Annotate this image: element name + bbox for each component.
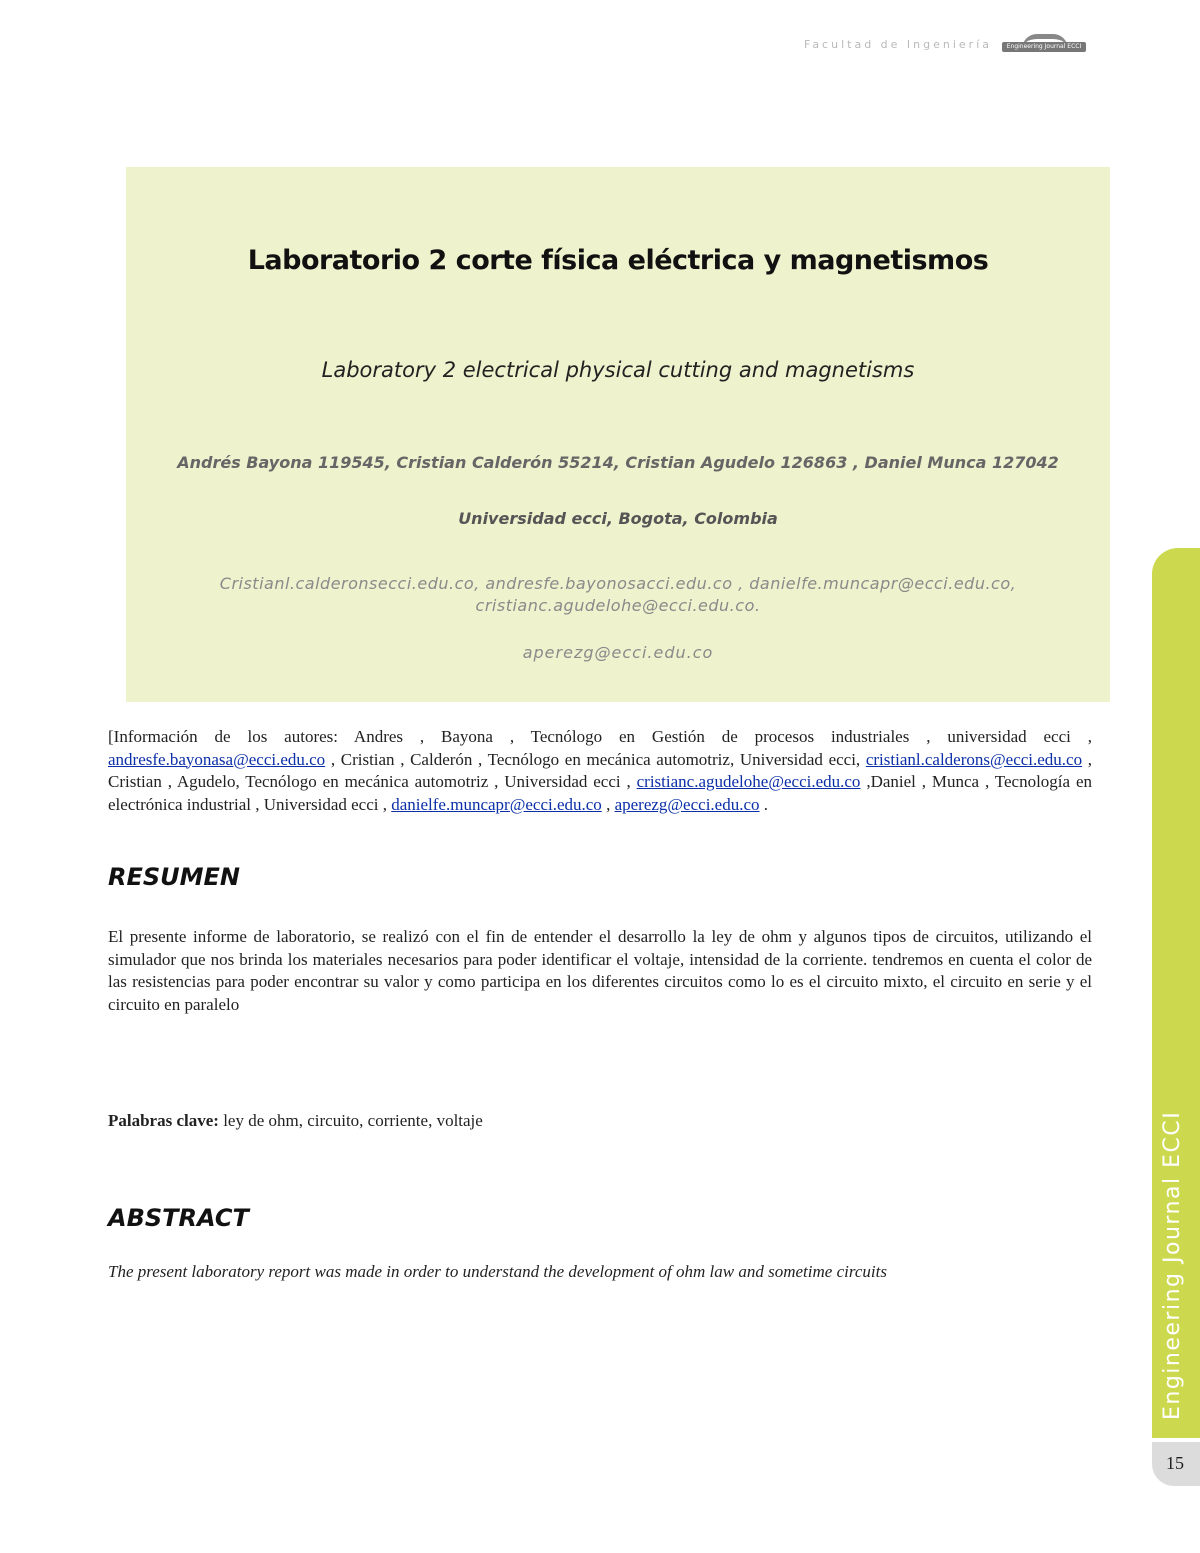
keywords-label: Palabras clave:	[108, 1111, 219, 1130]
abstract-body: The present laboratory report was made in order to understand the development of ohm law and sometime circuits	[108, 1262, 887, 1281]
author-info-text: , Cristian , Calderón , Tecnólogo en mecánica automotriz, Universidad ecci,	[325, 749, 866, 769]
journal-side-label: Engineering Journal ECCI	[1160, 1110, 1185, 1420]
email-link-agudelo[interactable]: cristianc.agudelohe@ecci.edu.co	[636, 772, 861, 791]
contact-email: aperezg@ecci.edu.co	[522, 643, 714, 662]
logo-text: Engineering Journal ECCI	[1002, 42, 1086, 52]
keywords-line	[108, 1111, 483, 1131]
author-info-text: ,Daniel , Munca , Tecnología en electrónica industrial , Universidad ecci ,	[108, 772, 1092, 814]
email-link-calderon[interactable]: cristianl.calderons@ecci.edu.co	[865, 749, 1083, 769]
abstract-heading: ABSTRACT	[108, 1204, 249, 1232]
page-header	[804, 34, 1086, 54]
author-info-text: ,	[601, 794, 615, 814]
email-link-munca[interactable]: danielfe.muncapr@ecci.edu.co	[391, 794, 602, 814]
affiliation: Universidad ecci, Bogota, Colombia	[458, 509, 778, 528]
author-info-paragraph	[108, 726, 1092, 816]
paper-title: Laboratorio 2 corte física eléctrica y magnetismos	[247, 245, 989, 276]
journal-logo	[1002, 34, 1086, 54]
author-info-text: .	[759, 794, 769, 814]
resumen-heading: RESUMEN	[108, 863, 241, 891]
emails-line-1: Cristianl.calderonsecci.edu.co, andresfe.bayonosacci.edu.co , danielfe.muncapr@ecci.edu.co,	[219, 574, 1017, 593]
page-number: 15	[1166, 1453, 1184, 1473]
email-link-perez[interactable]: aperezg@ecci.edu.co	[614, 794, 760, 814]
keywords-value: ley de ohm, circuito, corriente, voltaje	[218, 1111, 483, 1130]
author-info-text: [Información de los autores: Andres , Bayona , Tecnólogo en Gestión de procesos industriales , universidad ecci ,	[108, 727, 1092, 746]
authors-line: Andrés Bayona 119545, Cristian Calderón 55214, Cristian Agudelo 126863 , Daniel Munca 127042	[177, 453, 1059, 472]
email-link-bayona[interactable]: andresfe.bayonasa@ecci.edu.co	[108, 749, 326, 769]
emails-line-2: cristianc.agudelohe@ecci.edu.co.	[475, 596, 761, 615]
title-block	[126, 167, 1110, 702]
paper-title-english: Laboratory 2 electrical physical cutting and magnetisms	[321, 358, 915, 382]
faculty-label: Facultad de Ingeniería	[804, 37, 992, 51]
author-emails	[126, 573, 1110, 617]
resumen-body: El presente informe de laboratorio, se realizó con el fin de entender el desarrollo la ley de ohm y algunos tipos de circuitos, utilizando el simulador que nos brinda los materiales necesarios para poder identificar el voltaje, intensidad de la corriente. tendremos en cuenta el color de las resistencias para poder encontrar su valor y como participa en los diferentes circuitos como lo es el circuito mixto, el circuito en serie y el circuito en paralelo	[108, 927, 1092, 1014]
author-info-text: , Cristian , Agudelo, Tecnólogo en mecánica automotriz , Universidad ecci ,	[108, 749, 1093, 791]
